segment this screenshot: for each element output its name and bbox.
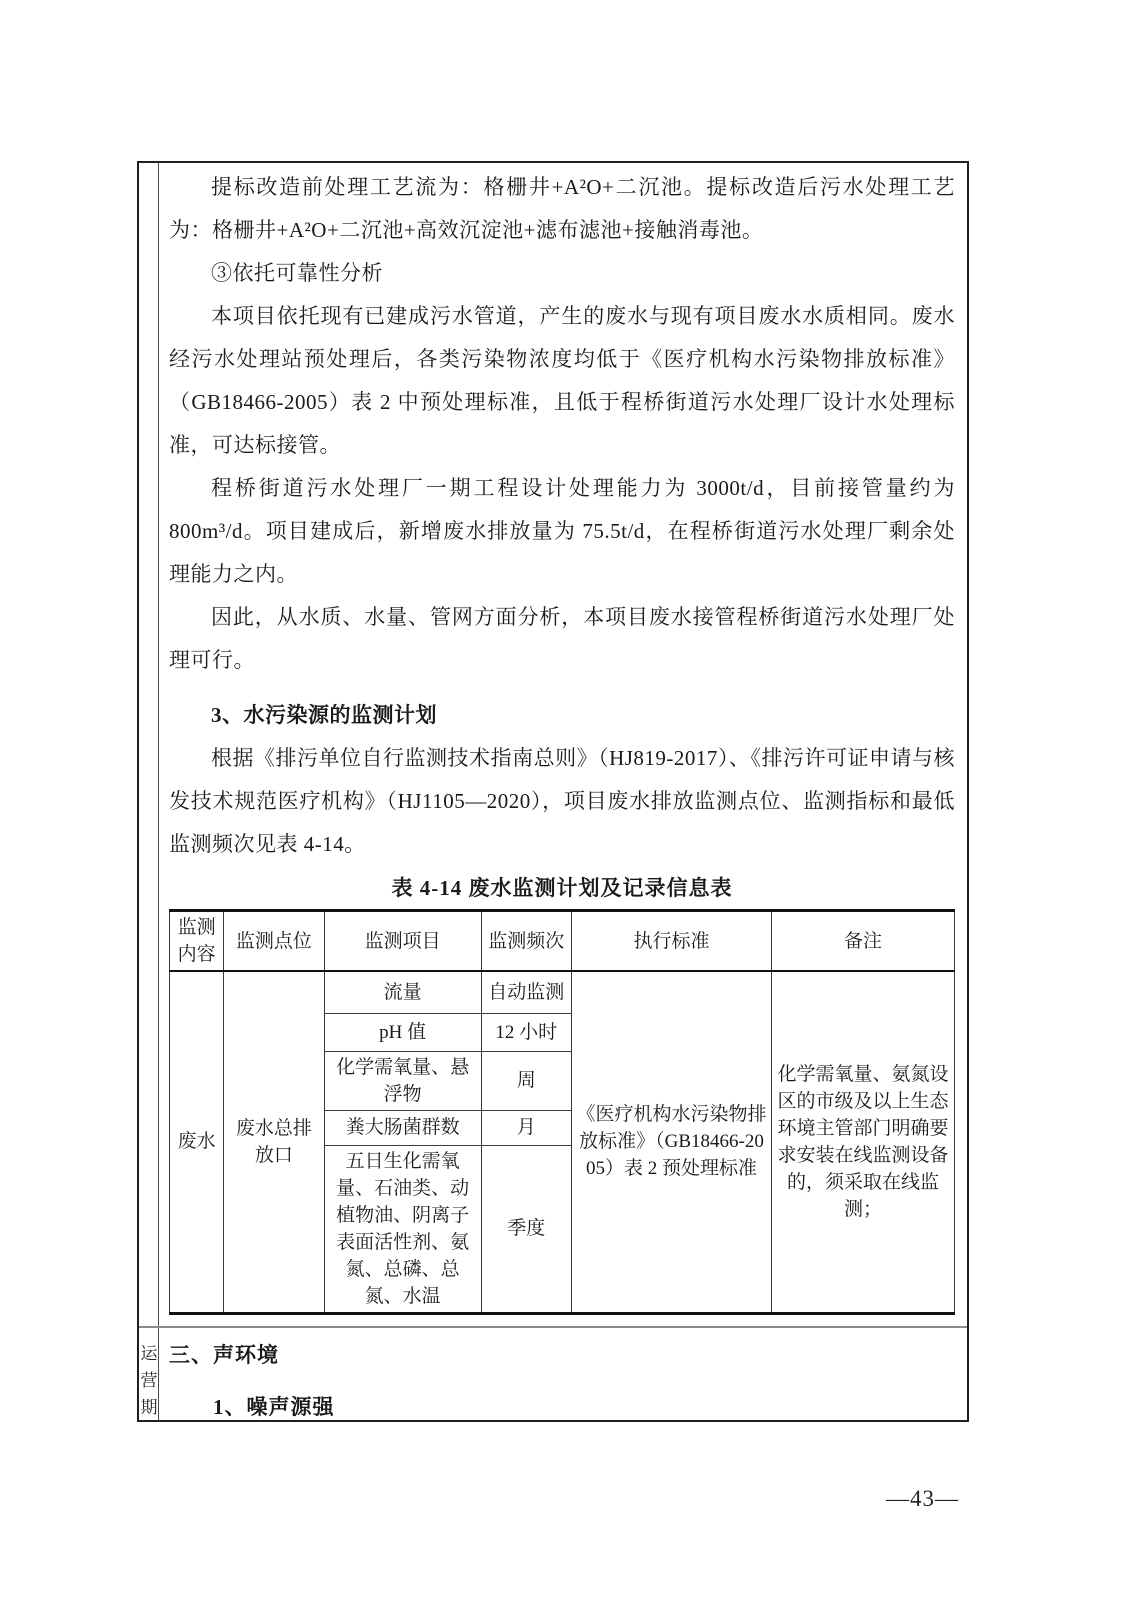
paragraph-plant-capacity: 程桥街道污水处理厂一期工程设计处理能力为 3000t/d，目前接管量约为 800m³/d。项目建成后，新增废水排放量为 75.5t/d，在程桥街道污水处理厂剩余处理能力之内。 bbox=[169, 476, 955, 586]
paragraph-conclusion: 因此，从水质、水量、管网方面分析，本项目废水接管程桥街道污水处理厂处理可行。 bbox=[169, 605, 955, 672]
cell-monitor-point: 废水总排放口 bbox=[224, 971, 324, 1313]
cell-item-bod: 五日生化需氧量、石油类、动植物油、阴离子表面活性剂、氨氮、总磷、总氮、水温 bbox=[324, 1145, 481, 1313]
operation-period-gutter bbox=[139, 1328, 159, 1420]
operation-period-label: 运营期 bbox=[140, 1344, 158, 1417]
cell-item-coliform: 粪大肠菌群数 bbox=[324, 1110, 481, 1145]
paragraph-reliability-title: ③依托可靠性分析 bbox=[211, 261, 383, 285]
table-caption: 表 4-14 废水监测计划及记录信息表 bbox=[391, 876, 733, 900]
section-heading-noise: 三、声环境 bbox=[169, 1343, 279, 1367]
table-header-row bbox=[170, 911, 955, 972]
cell-item-ph: pH 值 bbox=[324, 1013, 481, 1051]
paragraph-reliability-analysis: 本项目依托现有已建成污水管道，产生的废水与现有项目废水水质相同。废水经污水处理站预处理后，各类污染物浓度均低于《医疗机构水污染物排放标准》（GB18466-2005）表 2 中预处理标准，且低于程桥街道污水处理厂设计水处理标准，可达标接管。 bbox=[169, 304, 955, 457]
cell-note: 化学需氧量、氨氮设区的市级及以上生态环境主管部门明确要求安装在线监测设备的，须采取在线监测； bbox=[772, 971, 955, 1313]
cell-freq-flow: 自动监测 bbox=[481, 971, 571, 1013]
column-header-content: 监测内容 bbox=[170, 911, 224, 972]
cell-freq-coliform: 月 bbox=[481, 1110, 571, 1145]
column-header-note: 备注 bbox=[772, 911, 955, 972]
main-content-cell bbox=[159, 163, 967, 1326]
left-gutter-cell bbox=[139, 163, 159, 1326]
column-header-frequency: 监测频次 bbox=[481, 911, 571, 972]
noise-section-cell bbox=[159, 1328, 967, 1420]
subsection-heading-noise-source: 1、噪声源强 bbox=[213, 1395, 335, 1419]
table-row bbox=[170, 971, 955, 1013]
cell-freq-cod: 周 bbox=[481, 1051, 571, 1110]
column-header-standard: 执行标准 bbox=[571, 911, 771, 972]
cell-item-flow: 流量 bbox=[324, 971, 481, 1013]
cell-freq-bod: 季度 bbox=[481, 1145, 571, 1313]
cell-monitor-content: 废水 bbox=[170, 971, 224, 1313]
paragraph-monitoring-basis: 根据《排污单位自行监测技术指南总则》（HJ819-2017）、《排污许可证申请与核发技术规范医疗机构》（HJ1105—2020），项目废水排放监测点位、监测指标和最低监测频次见表 4-14。 bbox=[169, 746, 955, 856]
paragraph-process-flow: 提标改造前处理工艺流为：格栅井+A²O+二沉池。提标改造后污水处理工艺为：格栅井+A²O+二沉池+高效沉淀池+滤布滤池+接触消毒池。 bbox=[169, 175, 955, 242]
noise-section-row bbox=[139, 1328, 967, 1420]
content-frame bbox=[137, 161, 969, 1422]
cell-standard: 《医疗机构水污染物排放标准》（GB18466-2005）表 2 预处理标准 bbox=[571, 971, 771, 1313]
monitoring-table bbox=[169, 909, 955, 1315]
cell-item-cod: 化学需氧量、悬浮物 bbox=[324, 1051, 481, 1110]
main-section-row bbox=[139, 163, 967, 1328]
column-header-point: 监测点位 bbox=[224, 911, 324, 972]
section-heading-water-monitoring: 3、水污染源的监测计划 bbox=[211, 703, 437, 727]
page-number: —43— bbox=[886, 1486, 959, 1511]
cell-freq-ph: 12 小时 bbox=[481, 1013, 571, 1051]
column-header-item: 监测项目 bbox=[324, 911, 481, 972]
